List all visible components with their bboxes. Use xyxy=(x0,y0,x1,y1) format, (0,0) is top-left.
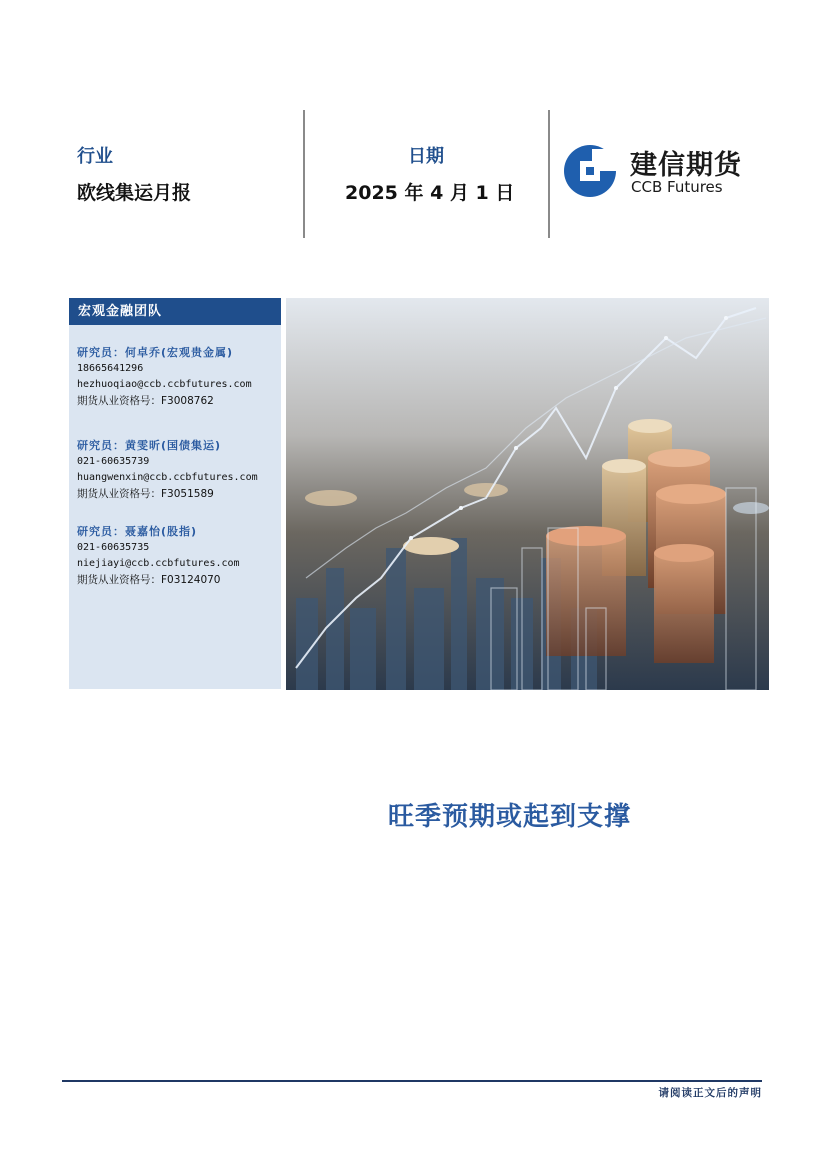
header-divider-left xyxy=(303,110,305,238)
team-title: 宏观金融团队 xyxy=(69,298,281,325)
researcher-license: 期货从业资格号：F03124070 xyxy=(77,574,221,586)
report-title: 旺季预期或起到支撑 xyxy=(388,802,632,832)
footer-divider xyxy=(62,1080,762,1082)
logo-name-en: CCB Futures xyxy=(631,178,723,196)
logo-name-cn: 建信期货 xyxy=(630,150,742,181)
date-label: 日期 xyxy=(408,146,444,167)
researcher-phone: 18665641296 xyxy=(77,363,144,374)
industry-label: 行业 xyxy=(77,146,113,167)
researcher-email: huangwenxin@ccb.ccbfutures.com xyxy=(77,472,258,483)
researcher-card xyxy=(77,438,277,502)
header-divider-right xyxy=(548,110,550,238)
researcher-name: 研究员：黄雯昕(国债集运) xyxy=(77,439,222,452)
researcher-card xyxy=(77,345,277,409)
researcher-phone: 021-60635739 xyxy=(77,456,150,467)
researcher-email: niejiayi@ccb.ccbfutures.com xyxy=(77,558,240,569)
researcher-license: 期货从业资格号：F3051589 xyxy=(77,488,214,500)
researcher-phone: 021-60635735 xyxy=(77,542,150,553)
researcher-email: hezhuoqiao@ccb.ccbfutures.com xyxy=(77,379,252,390)
researcher-name: 研究员：何卓乔(宏观贵金属) xyxy=(77,346,234,359)
researcher-card xyxy=(77,524,277,588)
cover-finance-image xyxy=(286,298,769,690)
footer-disclaimer: 请阅读正文后的声明 xyxy=(658,1087,762,1099)
researcher-license: 期货从业资格号：F3008762 xyxy=(77,395,214,407)
date-value: 2025 年 4 月 1 日 xyxy=(345,182,515,204)
ccb-logo-icon xyxy=(562,143,620,199)
researcher-name: 研究员：聂嘉怡(股指) xyxy=(77,525,198,538)
industry-value: 欧线集运月报 xyxy=(77,182,192,204)
